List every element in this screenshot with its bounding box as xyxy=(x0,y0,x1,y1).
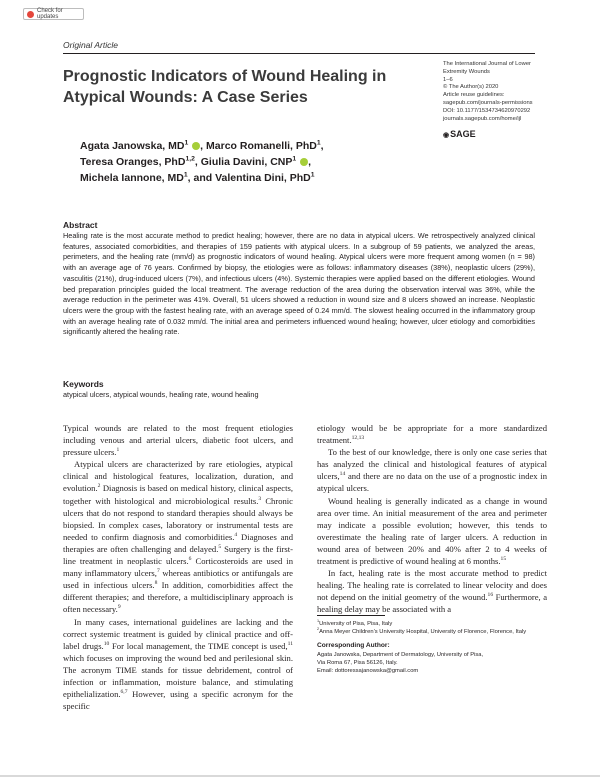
body-text: Diagnoses and therapies are often challenging and delayed. xyxy=(63,531,293,554)
affiliation-sup: 1 xyxy=(183,171,188,179)
article-type: Original Article xyxy=(63,40,118,50)
body-columns xyxy=(63,422,548,762)
body-column-left xyxy=(63,422,293,712)
author-name: Valentina Dini, PhD xyxy=(215,172,311,184)
author-name: Teresa Oranges, PhD xyxy=(80,156,186,168)
journal-info-line: Article reuse guidelines: xyxy=(443,92,505,99)
reference-sup[interactable]: 1 xyxy=(116,447,120,454)
journal-info xyxy=(443,61,553,123)
check-for-updates-label: Check for updates xyxy=(37,8,63,20)
body-paragraph xyxy=(317,422,547,446)
corresponding-author-heading: Corresponding Author: xyxy=(317,642,390,650)
body-text: Chronic ulcers that do not respond to standard therapies should always be biopsied. In complex cases, laboratory or instrumental tests are needed to confirm diagnosis and comorbidities. xyxy=(63,495,293,542)
reference-sup[interactable]: 6,7 xyxy=(120,689,128,696)
body-paragraph xyxy=(63,616,293,713)
footnotes xyxy=(317,615,535,675)
corresponding-author-email[interactable]: Email: dottoressajanowska@gmail.com xyxy=(317,668,419,675)
journal-info-line: 1–6 xyxy=(443,76,453,83)
affiliation-text: Anna Meyer Children’s University Hospital, University of Florence, Florence, Italy xyxy=(319,629,527,636)
journal-info-line: The International Journal of Lower xyxy=(443,61,531,67)
reference-sup[interactable]: 9 xyxy=(117,604,121,611)
reference-sup[interactable]: 15 xyxy=(500,556,507,563)
body-text: Furthermore, a healing delay may be associated with a xyxy=(317,592,548,615)
body-paragraph xyxy=(63,422,293,458)
author-name: Agata Janowska, MD xyxy=(80,140,185,152)
orcid-icon[interactable] xyxy=(192,142,200,150)
article-title: Prognostic Indicators of Wound Healing in Atypical Wounds: A Case Series xyxy=(63,68,387,106)
affiliation-sup: 1 xyxy=(292,155,297,163)
author-name: Giulia Davini, CNP xyxy=(200,156,293,168)
reference-sup[interactable]: 16 xyxy=(487,592,494,599)
affiliation-note xyxy=(317,628,535,636)
body-text: However, using a specific acronym for the specific xyxy=(63,689,293,712)
affiliation-sup: 2 xyxy=(317,627,320,632)
author-list: Agata Janowska, $MD^1$ , Marco Romanelli, PhD$^1$, Teresa Oranges, PhD$^{1,2}$, Giulia Davini, CNP$^1$ , Michela Iannone, $MD^1$, and Valentina Dini, PhD$^1$ xyxy=(80,139,324,184)
body-text: Wound healing is generally indicated as a change in wound area over time. An initial measurement of the area and perimeter may indicate a possible evolution; however, this tends to overestimate the healing rate of larger ulcers. A reduction in wound area of between 20% and 40% after 2 to 4 weeks of treatment is predictive of wound healing at 6 months. xyxy=(317,495,547,567)
corresponding-author-line: Via Roma 67, Pisa 56126, Italy. xyxy=(317,659,398,666)
author-name: Michela Iannone, MD xyxy=(80,172,184,184)
keywords-text: atypical ulcers, atypical wounds, healing rate, wound healing xyxy=(63,389,259,399)
body-text: In fact, healing rate is the most accurate method to predict healing. The healing rate is correlated to linear velocity and does not depend on the initial geometry of the wound. xyxy=(317,568,547,603)
body-text: Typical wounds are related to the most frequent etiologies including venous and arterial ulcers, diabetic foot ulcers, and pressure ulcers. xyxy=(63,423,293,458)
reference-sup[interactable]: 11 xyxy=(287,640,293,647)
affiliation-note xyxy=(317,620,535,628)
body-text: etiology would be be appropriate for a more standardized treatment. xyxy=(317,423,547,446)
body-text: Surgery is the first-line treatment in neoplastic ulcers. xyxy=(63,543,293,567)
body-text: To the best of our knowledge, there is only one case series that has analyzed the clinical and histological features of atypical ulcers, xyxy=(317,447,547,482)
body-paragraph xyxy=(317,495,547,568)
body-text: Diagnosis is based on medical history, clinical aspects, together with histological and microbiological results. xyxy=(63,483,293,506)
reference-sup[interactable]: 3 xyxy=(258,495,262,502)
body-column-right xyxy=(317,422,547,616)
publisher-logo xyxy=(443,129,476,139)
reference-sup[interactable]: 12,13 xyxy=(351,435,365,442)
crossmark-icon xyxy=(27,11,34,18)
journal-info-line[interactable]: journals.sagepub.com/home/ijl xyxy=(443,115,522,122)
body-paragraph xyxy=(317,567,547,615)
body-text: whereas antibiotics or antifungals are used in infectious ulcers. xyxy=(63,568,293,591)
body-text: In addition, comorbidities affect the different therapies; and therefore, a multidisciplinary approach is often necessary. xyxy=(63,580,293,615)
orcid-icon[interactable] xyxy=(300,158,308,166)
body-text: Corticosteroids are used in many inflammatory ulcers, xyxy=(63,556,293,579)
body-text: For local management, the TIME concept is used, xyxy=(109,640,288,651)
abstract-text: Healing rate is the most accurate method to predict healing; however, there are no data in atypical ulcers. We retrospectively analyzed clinical features, associated comorbidities, and therapies of 159 patients with atypical ulcers. In a subgroup of 59 patients, we analyzed the areas, perimeters, and the healing rate (mm/d) as prognostic indicators of wound healing. Atypical ulcers were more frequent among women (n = 98) with an average age of 76 years. Confirmed by biopsy, the etiologies were as follows: inflammatory diseases (38%), neoplastic ulcers (29%), vasculitis (21%), drug-induced ulcers (7%), and infectious ulcers (4%). Systemic therapies were applied based on the different etiologies. Wound bed preparation principles guided the local treatment. The average reduction of the area during the observation interval was 36%, while the average reduction in the perimeter was 41%. Overall, 51 ulcers showed a reduction in wound size and 8 ulcers showed an increase. Neoplastic ulcers were the group with the fastest healing rate, with an average speed of 0.24 mm/d. The slowest healing occurred in the inflammatory group with an average healing rate of 0.032 mm/d. The initial area and perimeters influenced wound healing; however, ulcer etiology and comorbidities significantly altered the healing rate. xyxy=(63,231,535,337)
sage-logo-icon: ◉ xyxy=(443,132,450,139)
body-text: and there are no data on the use of a prognostic index in atypical ulcers. xyxy=(317,471,547,494)
body-paragraph xyxy=(317,446,547,494)
body-text: which focuses on improving the wound bed and perilesional skin. The acronym TIME stands for tissue debridement, control of infection or inflammation, moisture balance, and stimulating epithelialization. xyxy=(63,652,293,700)
affiliation-sup: 1 xyxy=(317,619,320,624)
page-edge xyxy=(0,775,600,777)
abstract-heading: Abstract xyxy=(63,220,98,230)
reference-sup[interactable]: 14 xyxy=(339,471,346,478)
reference-sup[interactable]: 5 xyxy=(218,544,222,551)
journal-info-line: © The Author(s) 2020 xyxy=(443,84,499,91)
corresponding-author xyxy=(317,642,535,675)
author-name: Marco Romanelli, PhD xyxy=(206,140,317,152)
reference-sup[interactable]: 2 xyxy=(97,483,101,490)
affiliation-sup: 1 xyxy=(310,171,315,179)
check-for-updates-badge[interactable] xyxy=(23,8,84,20)
reference-sup[interactable]: 4 xyxy=(234,531,238,538)
body-paragraph xyxy=(63,458,293,615)
keywords-section xyxy=(63,379,535,400)
affiliation-text: University of Pisa, Pisa, Italy xyxy=(319,621,393,627)
journal-info-line[interactable]: DOI: 10.1177/1534734620970292 xyxy=(443,107,531,114)
reference-sup[interactable]: 10 xyxy=(103,640,110,647)
affiliation-sup: 1,2 xyxy=(185,155,195,163)
reference-sup[interactable]: 6 xyxy=(188,556,192,563)
corresponding-author-line: Agata Janowska, Department of Dermatology, University of Pisa, xyxy=(317,651,484,658)
body-text: Atypical ulcers are characterized by rare etiologies, atypical clinical and histological features, localization, duration, and evolution. xyxy=(63,459,293,494)
keywords-heading: Keywords xyxy=(63,379,104,389)
footnote-rule xyxy=(317,615,385,616)
journal-info-line[interactable]: sagepub.com/journals-permissions xyxy=(443,99,533,106)
abstract-section xyxy=(63,220,535,338)
reference-sup[interactable]: 8 xyxy=(154,580,158,587)
reference-sup[interactable]: 7 xyxy=(156,568,160,575)
journal-info-line: Extremity Wounds xyxy=(443,68,490,75)
body-text: In many cases, international guidelines are lacking and the correct systemic treatment is guided by clinical practice and off-label drugs. xyxy=(63,616,293,651)
affiliation-sup: 1 xyxy=(184,139,189,147)
publisher-name: SAGE xyxy=(450,129,476,139)
affiliation-sup: 1 xyxy=(316,139,321,147)
header-rule xyxy=(63,53,535,54)
